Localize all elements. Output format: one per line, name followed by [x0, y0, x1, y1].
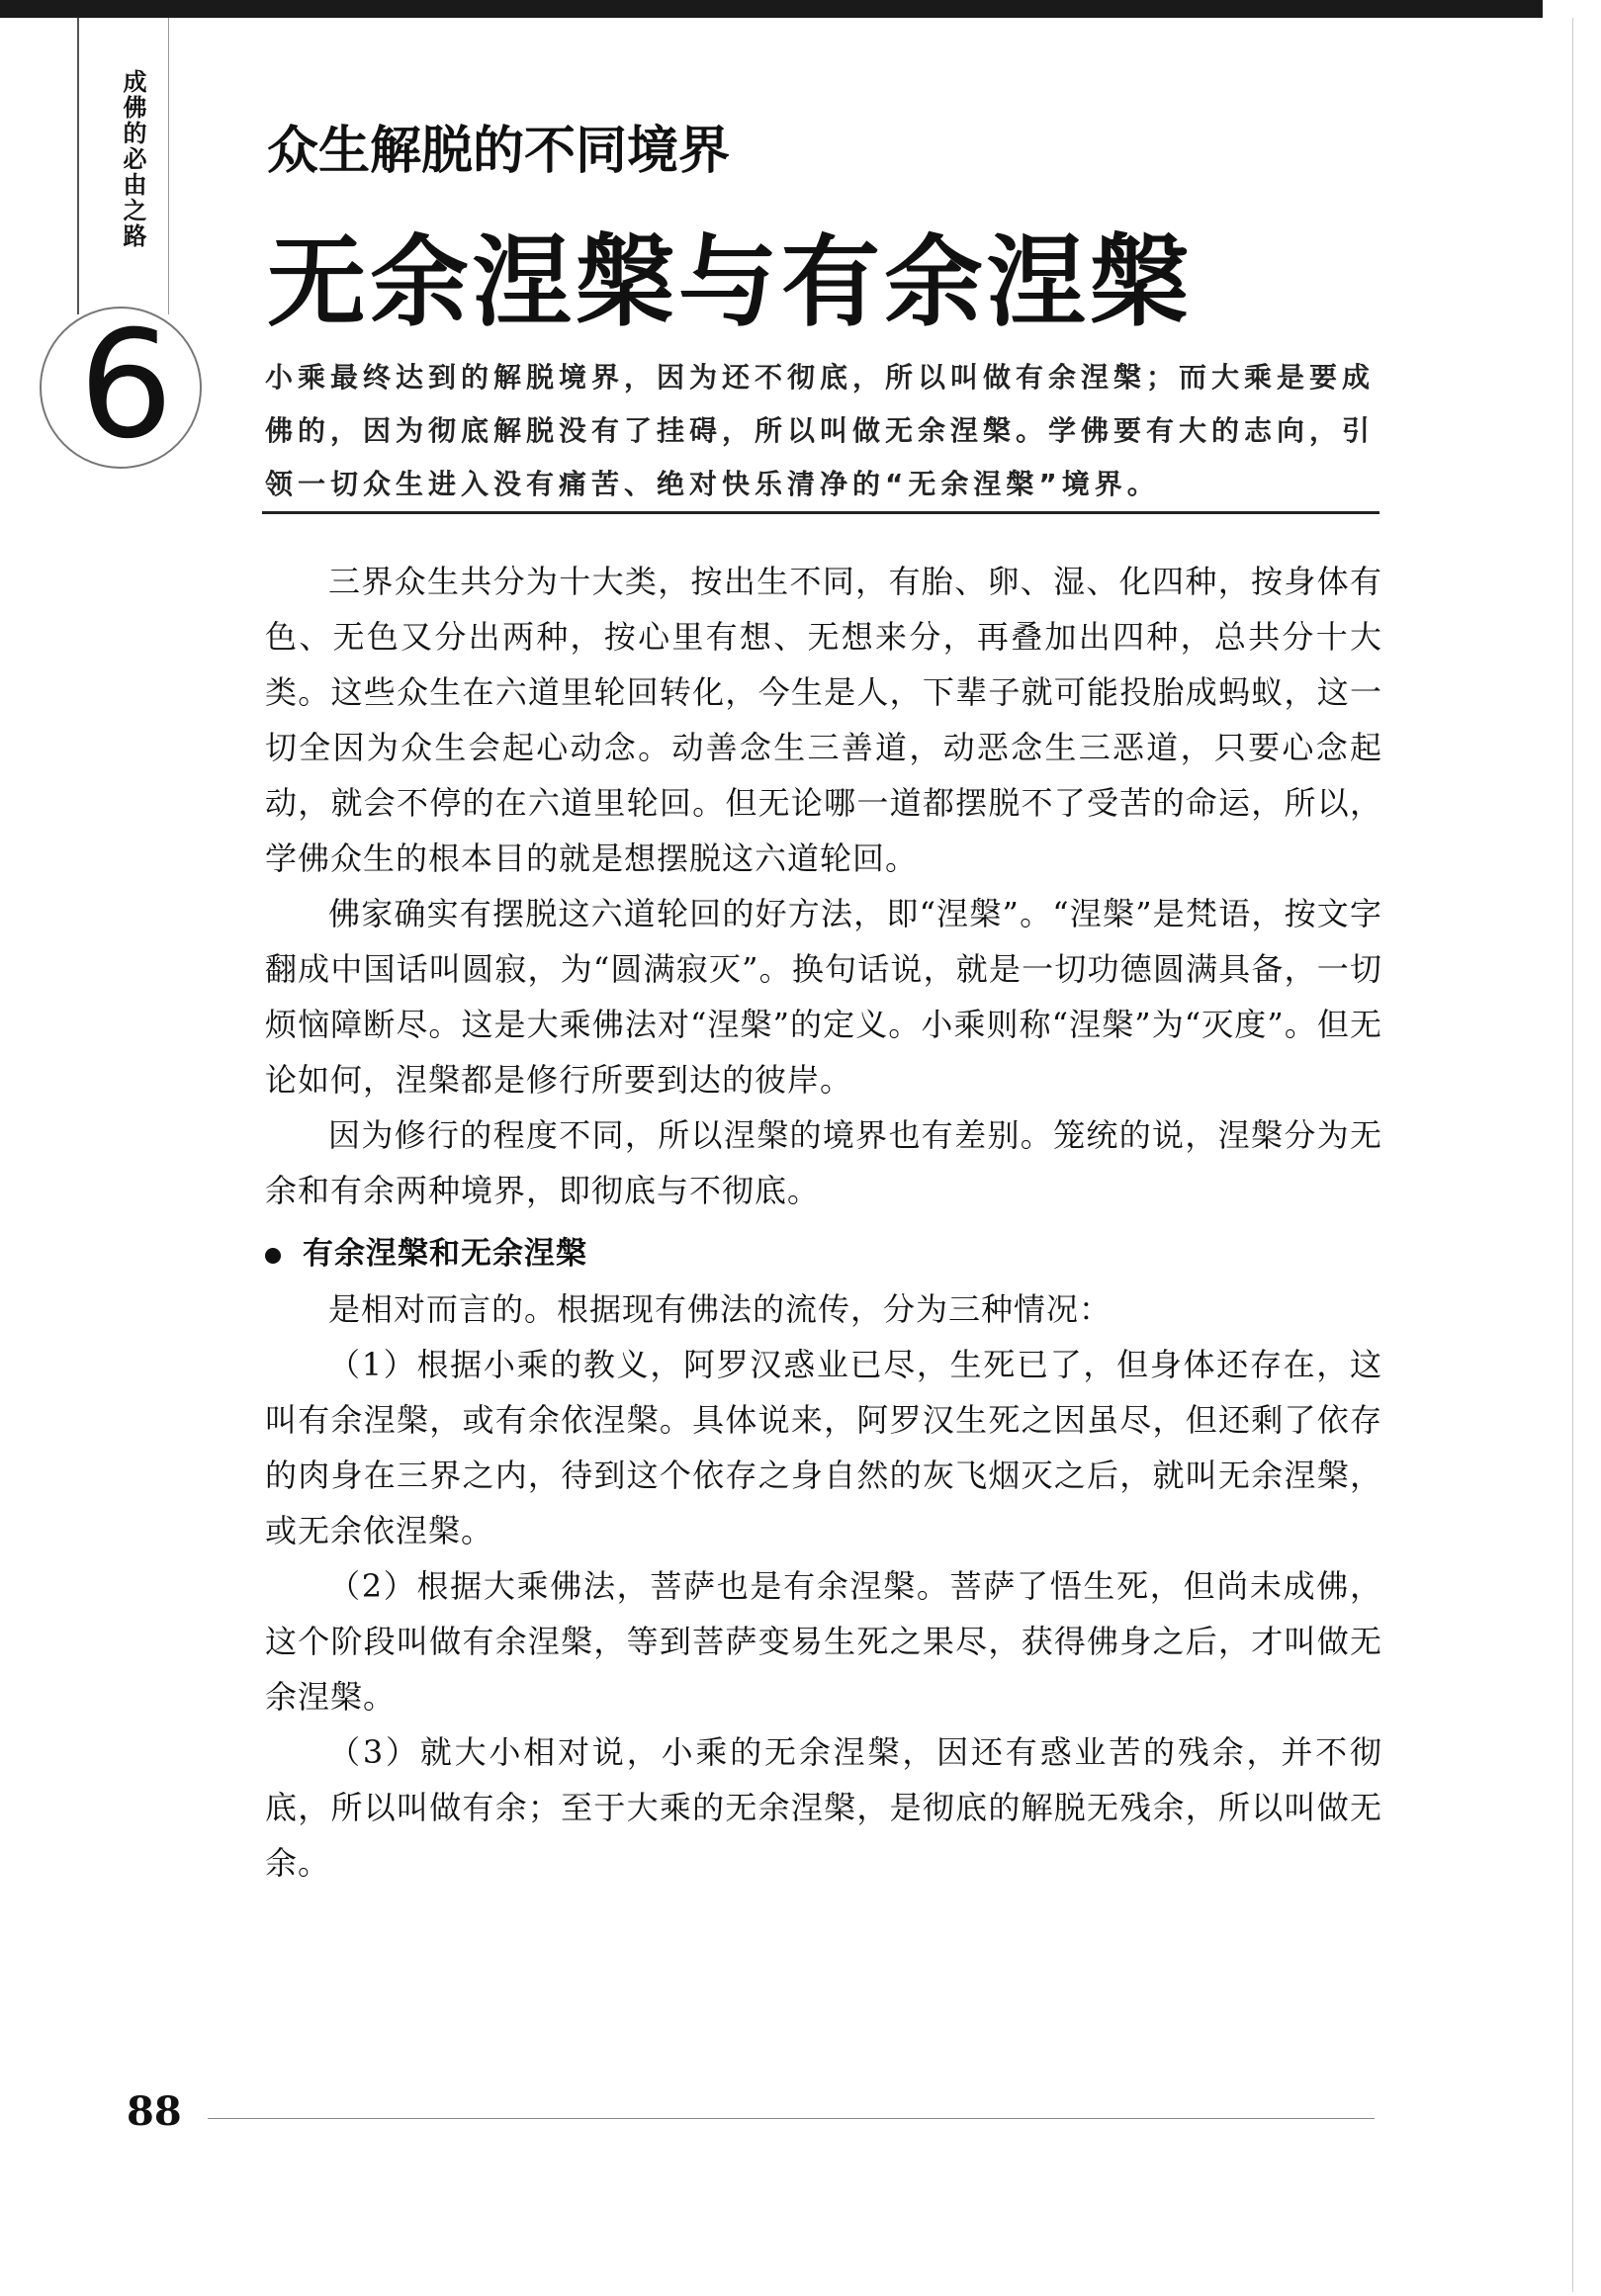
paragraph: （1）根据小乘的教义，阿罗汉惑业已尽，生死已了，但身体还存在，这叫有余涅槃，或有余依涅槃。具体说来，阿罗汉生死之因虽尽，但还剩了依存的肉身在三界之内，待到这个依存之身自然的灰飞烟灭之后，就叫无余涅槃，或无余依涅槃。	[265, 1346, 1382, 1549]
page-edge-line	[1572, 18, 1573, 2292]
side-margin-line-inner	[168, 18, 169, 314]
summary-text: 小乘最终达到的解脱境界，因为还不彻底，所以叫做有余涅槃；而大乘是要成佛的，因为彻底解脱没有了挂碍，所以叫做无余涅槃。学佛要有大的志向，引领一切众生进入没有痛苦、绝对快乐清净的“无余涅槃”境界。	[265, 361, 1376, 500]
section-heading	[265, 1226, 1382, 1281]
section-title: 无余涅槃与有余涅槃	[267, 224, 1193, 340]
paragraph: （2）根据大乘佛法，菩萨也是有余涅槃。菩萨了悟生死，但尚未成佛，这个阶段叫做有余涅槃，等到菩萨变易生死之果尽，获得佛身之后，才叫做无余涅槃。	[265, 1567, 1382, 1716]
side-margin-line	[77, 18, 79, 314]
top-rule	[0, 0, 1543, 18]
section-subtitle: 众生解脱的不同境界	[267, 121, 731, 181]
footer-rule	[208, 2118, 1375, 2119]
summary-divider	[262, 511, 1379, 514]
paragraph: 是相对而言的。根据现有佛法的流传，分为三种情况：	[328, 1290, 1112, 1328]
body-text	[265, 554, 1382, 1891]
paragraph: 因为修行的程度不同，所以涅槃的境界也有差别。笼统的说，涅槃分为无余和有余两种境界，即彻底与不彻底。	[265, 1116, 1382, 1209]
paragraph: 佛家确实有摆脱这六道轮回的好方法，即“涅槃”。“涅槃”是梵语，按文字翻成中国话叫圆寂，为“圆满寂灭”。换句话说，就是一切功德圆满具备，一切烦恼障断尽。这是大乘佛法对“涅槃”的定义。小乘则称“涅槃”为“灭度”。但无论如何，涅槃都是修行所要到达的彼岸。	[265, 895, 1382, 1099]
running-side-label: 成佛的必由之路	[119, 69, 146, 249]
section-heading-text: 有余涅槃和无余涅槃	[303, 1236, 587, 1272]
paragraph: 三界众生共分为十大类，按出生不同，有胎、卵、湿、化四种，按身体有色、无色又分出两种，按心里有想、无想来分，再叠加出四种，总共分十大类。这些众生在六道里轮回转化，今生是人，下辈子就可能投胎成蚂蚁，这一切全因为众生会起心动念。动善念生三善道，动恶念生三恶道，只要心念起动，就会不停的在六道里轮回。但无论哪一道都摆脱不了受苦的命运，所以，学佛众生的根本目的就是想摆脱这六道轮回。	[265, 563, 1382, 877]
page-number: 88	[127, 2088, 182, 2135]
chapter-number: 6	[78, 300, 174, 472]
bullet-icon	[265, 1248, 281, 1264]
paragraph: （3）就大小相对说，小乘的无余涅槃，因还有惑业苦的残余，并不彻底，所以叫做有余；至于大乘的无余涅槃，是彻底的解脱无残余，所以叫做无余。	[265, 1733, 1382, 1882]
